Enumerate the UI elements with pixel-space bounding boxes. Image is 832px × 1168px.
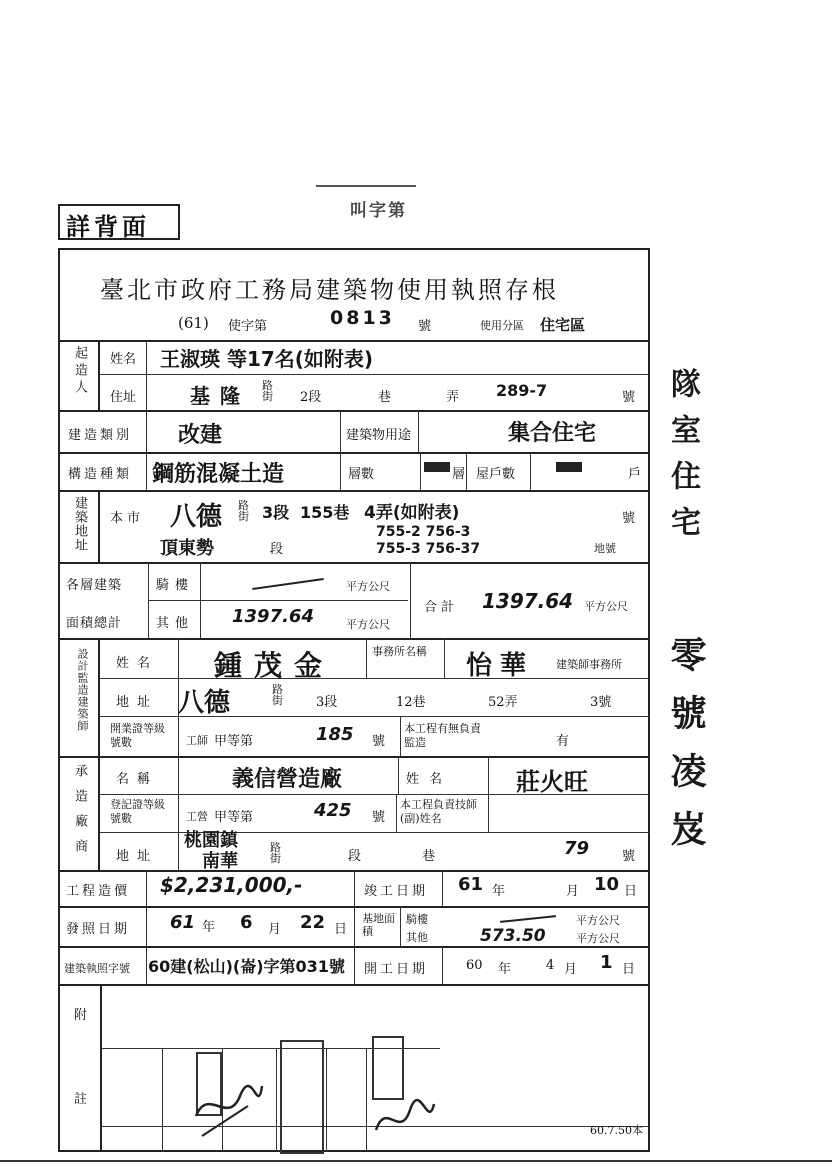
zone-label: 使用分區 [480, 319, 524, 332]
complete-day: 10 [594, 874, 620, 895]
architect-office: 怡華 [466, 651, 535, 681]
complete-year-suffix: 年 [492, 884, 506, 899]
rule [100, 832, 650, 833]
contractor-name: 義信營造廠 [232, 767, 343, 792]
contractor-addr-label: 地址 [116, 849, 159, 864]
architect-addr-road: 八德 [178, 688, 231, 718]
applicant-name: 王淑瑛 等17名(如附表) [160, 347, 374, 371]
use-label: 建築物用途 [346, 428, 412, 443]
structure-label: 構造種類 [68, 467, 133, 482]
area-total-label: 合計 [424, 600, 459, 615]
rule [530, 452, 531, 490]
rule [444, 638, 445, 678]
base-arcade-unit: 平方公尺 [576, 914, 620, 927]
architect-reg-no: 185 [316, 724, 354, 745]
site-lot-label: 地號 [594, 542, 616, 555]
start-label: 開工日期 [364, 962, 429, 977]
architect-addr-lane: 12巷 [396, 695, 426, 710]
rule [60, 340, 650, 342]
rule [60, 490, 650, 492]
contractor-reg-grade: 甲等第 [214, 810, 254, 825]
rule [418, 410, 419, 452]
rule [340, 452, 341, 490]
rule [146, 410, 147, 490]
applicant-addr-label: 住址 [110, 390, 137, 405]
rule [366, 1048, 367, 1152]
rule [488, 794, 489, 832]
start-year-suffix: 年 [498, 962, 512, 977]
side-tab-label: 詳背面 [66, 212, 150, 241]
rule [276, 1048, 277, 1152]
architect-name: 鍾茂金 [214, 649, 335, 682]
approval-seal [280, 1040, 324, 1154]
applicant-addr-city: 基隆 [190, 384, 250, 408]
contractor-reg-no: 425 [314, 800, 352, 821]
units-mark [556, 462, 582, 472]
license-suffix: 號 [418, 319, 432, 334]
rule [420, 452, 421, 490]
applicant-addr-sec: 2段 [300, 390, 322, 405]
applicant-section: 起造人 [72, 346, 87, 397]
rule [442, 946, 443, 984]
rule [488, 756, 489, 794]
issue-year-suffix: 年 [202, 920, 216, 935]
rule [148, 562, 149, 638]
rule [354, 906, 355, 946]
architect-office-label: 事務所名稱 [372, 645, 427, 658]
permit-value: 60建(松山)(崙)字第031號 [148, 957, 345, 976]
area-section-a: 各層建築 [66, 578, 123, 593]
contractor-addr-no: 79 [564, 838, 590, 859]
start-day-suffix: 日 [622, 962, 636, 977]
rule [354, 946, 355, 984]
contractor-addr-sec: 段 [348, 849, 362, 864]
site-road: 八德 [170, 502, 223, 532]
site-city: 本市 [110, 511, 145, 526]
contractor-rep-label: 姓名 [406, 772, 453, 787]
rule [60, 906, 650, 908]
rule [200, 562, 201, 638]
rule [326, 1048, 327, 1152]
permit-label: 建築執照字號 [64, 962, 130, 975]
contractor-addr-road: 南華 [202, 851, 238, 872]
architect-section: 設計監造建築師 [76, 648, 89, 732]
site-hao: 號 [622, 511, 636, 526]
rule [400, 716, 401, 756]
contractor-addr-hao: 號 [622, 849, 636, 864]
form-title: 臺北市政府工務局建築物使用執照存根 [100, 276, 559, 304]
start-month-suffix: 月 [564, 962, 578, 977]
start-year: 60 [466, 958, 483, 973]
rule [60, 452, 650, 454]
site-lots-b: 755-3 756-37 [376, 541, 481, 557]
notes-label-b: 註 [74, 1092, 88, 1107]
issue-year: 61 [170, 912, 196, 933]
architect-name-label: 姓名 [116, 656, 159, 671]
rule [354, 870, 355, 906]
area-other-unit: 平方公尺 [346, 618, 390, 631]
page-bottom-edge [0, 1160, 832, 1162]
contractor-tech-label: 本工程負責技師(副)姓名 [400, 798, 477, 825]
architect-supervise-value: 有 [556, 734, 570, 749]
margin-text-top: 隊室住宅 [665, 368, 700, 552]
issue-month: 6 [240, 912, 253, 933]
signature-scribble [188, 1066, 268, 1146]
architect-addr-label: 地址 [116, 695, 159, 710]
area-arcade-unit: 平方公尺 [346, 580, 390, 593]
side-tab [58, 204, 180, 240]
faint-stamp: 叫字第 [350, 201, 407, 221]
rule [60, 410, 650, 412]
start-day: 1 [600, 952, 613, 973]
base-arcade: 騎樓 [406, 913, 428, 926]
signature-scribble [370, 1090, 440, 1150]
rule [400, 906, 401, 946]
architect-reg-grade: 甲等第 [214, 734, 254, 749]
site-road-suffix: 路街 [238, 499, 249, 523]
rule [396, 794, 397, 832]
area-other-value: 1397.64 [232, 606, 314, 627]
site-district-suffix: 段 [270, 542, 284, 557]
rule [146, 340, 147, 410]
zone-value: 住宅區 [540, 316, 586, 334]
issue-day: 22 [300, 912, 326, 933]
rule [148, 600, 408, 601]
contractor-addr-road-suffix: 路街 [270, 841, 281, 865]
base-other-unit: 平方公尺 [576, 932, 620, 945]
use-value: 集合住宅 [508, 421, 597, 446]
cost-value: $2,231,000,- [160, 873, 303, 897]
contractor-section: 承造廠商 [72, 764, 87, 864]
architect-addr-road-suffix: 路街 [272, 683, 283, 707]
print-code: 60.7.50本 [590, 1124, 643, 1137]
complete-label: 竣工日期 [364, 884, 429, 899]
rule [100, 678, 650, 679]
area-other-label: 其他 [156, 616, 195, 631]
cost-label: 工程造價 [66, 884, 131, 899]
issue-day-suffix: 日 [334, 922, 348, 937]
rule [366, 638, 367, 678]
issue-month-suffix: 月 [268, 922, 282, 937]
issue-label: 發照日期 [66, 922, 131, 937]
architect-reg-suffix: 號 [372, 734, 386, 749]
floors-suffix: 層 [452, 467, 466, 482]
type-label: 建造類別 [68, 428, 133, 443]
contractor-name-label: 名稱 [116, 772, 159, 787]
area-total-unit: 平方公尺 [584, 600, 628, 613]
applicant-addr-road: 路街 [262, 379, 273, 403]
rule [98, 490, 100, 562]
license-number: 0813 [330, 307, 395, 329]
rule [410, 562, 411, 638]
base-other-value: 573.50 [480, 926, 546, 946]
notes-label-a: 附 [74, 1008, 88, 1023]
rule [146, 870, 147, 984]
faint-stamp-line [316, 185, 416, 187]
floors-label: 層數 [348, 467, 375, 482]
area-arcade-label: 騎樓 [156, 578, 195, 593]
site-section: 建築地址 [72, 496, 87, 552]
site-district: 頂東勢 [160, 538, 214, 559]
applicant-addr-hao: 號 [622, 390, 636, 405]
contractor-reg-label: 登記證等級號數 [110, 798, 165, 825]
rule [98, 340, 100, 410]
floors-mark [424, 462, 450, 472]
rule [162, 1048, 163, 1152]
base-other: 其他 [406, 931, 428, 944]
rule [442, 870, 443, 906]
applicant-addr-lane: 巷 [378, 390, 392, 405]
units-label: 屋戶數 [476, 467, 516, 482]
site-no: 4弄(如附表) [364, 503, 460, 523]
area-section-b: 面積總計 [66, 616, 123, 631]
applicant-addr-no: 289-7 [496, 381, 548, 400]
rule [60, 946, 650, 948]
site-sec: 3段 [262, 503, 290, 522]
complete-month-suffix: 月 [566, 884, 580, 899]
applicant-name-label: 姓名 [110, 352, 137, 367]
contractor-addr-city: 桃園鎮 [184, 830, 238, 851]
architect-addr-no: 3號 [590, 695, 612, 710]
rule [60, 756, 650, 758]
rule [178, 638, 179, 870]
start-month: 4 [546, 958, 555, 973]
rule [398, 756, 399, 794]
architect-addr-alley: 52弄 [488, 695, 518, 710]
rule [60, 984, 650, 986]
base-label: 基地面積 [362, 912, 395, 938]
contractor-addr-lane: 巷 [422, 849, 436, 864]
margin-text-bottom: 零號凌岌 [665, 636, 706, 868]
type-value: 改建 [178, 423, 223, 448]
applicant-addr-alley: 弄 [446, 390, 460, 405]
architect-reg-label: 開業證等級號數 [110, 722, 165, 749]
site-lane: 155巷 [300, 503, 350, 522]
area-total-value: 1397.64 [482, 589, 574, 613]
complete-day-suffix: 日 [624, 884, 638, 899]
architect-office-suffix: 建築師事務所 [556, 658, 622, 671]
rule [98, 638, 100, 870]
contractor-reg-suffix: 號 [372, 810, 386, 825]
units-suffix: 戶 [628, 467, 642, 482]
complete-year: 61 [458, 874, 484, 895]
contractor-rep: 莊火旺 [516, 768, 588, 796]
rule [466, 452, 467, 490]
license-char: 使字第 [228, 319, 268, 334]
rule [100, 374, 650, 375]
architect-reg-prefix: 工師 [186, 734, 208, 747]
rule [60, 870, 650, 872]
license-prefix: (61) [178, 314, 209, 332]
contractor-reg-prefix: 工營 [186, 810, 208, 823]
architect-supervise-label: 本工程有無負責監造 [404, 722, 481, 749]
rule [60, 638, 650, 640]
architect-addr-sec: 3段 [316, 695, 338, 710]
site-lots-a: 755-2 756-3 [376, 524, 471, 540]
structure-value: 鋼筋混凝土造 [152, 462, 285, 487]
